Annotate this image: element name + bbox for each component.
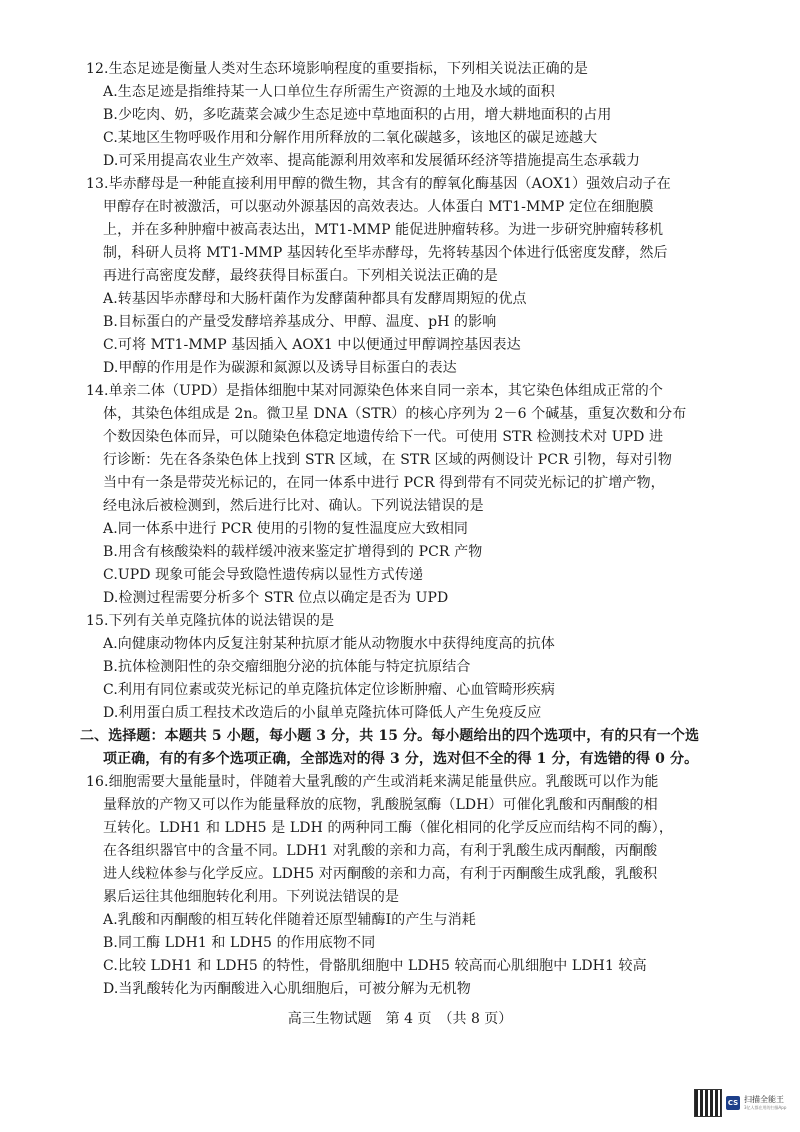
answer-option: B.用含有核酸染料的载样缓冲液来鉴定扩增得到的 PCR 产物: [103, 544, 483, 560]
question-text-block: [80, 58, 752, 1001]
answer-option: C.某地区生物呼吸作用和分解作用所释放的二氧化碳越多，该地区的碳足迹越大: [103, 130, 598, 146]
answer-option: A.转基因毕赤酵母和大肠杆菌作为发酵菌种都具有发酵周期短的优点: [103, 291, 527, 307]
watermark-text: [744, 1095, 786, 1111]
question-stem: 13.毕赤酵母是一种能直接利用甲醇的微生物，其含有的醇氧化酶基因（AOX1）强效启动子在: [86, 176, 671, 192]
answer-option: A.同一体系中进行 PCR 使用的引物的复性温度应大致相同: [103, 521, 469, 537]
answer-option: A.生态足迹是指维持某一人口单位生存所需生产资源的土地及水域的面积: [103, 84, 555, 100]
text-line: 再进行高密度发酵，最终获得目标蛋白。下列相关说法正确的是: [103, 268, 498, 284]
answer-option: D.可采用提高农业生产效率、提高能源利用效率和发展循环经济等措施提高生态承载力: [103, 153, 641, 169]
text-line: 当中有一条是带荧光标记的，在同一体系中进行 PCR 得到带有不同荧光标记的扩增产物，: [103, 475, 665, 491]
text-line: 体，其染色体组成是 2n。微卫星 DNA（STR）的核心序列为 2－6 个碱基，重复次数和分布: [103, 406, 687, 422]
answer-option: D.利用蛋白质工程技术改造后的小鼠单克隆抗体可降低人产生免疫反应: [103, 705, 542, 721]
section-instruction: 项正确，有的有多个选项正确，全部选对的得 3 分，选对但不全的得 1 分，有选错的得 0 分。: [103, 751, 699, 767]
text-line: 在各组织器官中的含量不同。LDH1 对乳酸的亲和力高，有利于乳酸生成丙酮酸，丙酮酸: [103, 843, 658, 859]
watermark-title: 扫描全能王: [744, 1095, 784, 1104]
answer-option: D.甲醇的作用是作为碳源和氮源以及诱导目标蛋白的表达: [103, 360, 457, 376]
answer-option: D.当乳酸转化为丙酮酸进入心肌细胞后，可被分解为无机物: [103, 981, 471, 997]
text-line: 个数因染色体而异，可以随染色体稳定地遗传给下一代。可使用 STR 检测技术对 UPD 进: [103, 429, 664, 445]
text-line: 互转化。LDH1 和 LDH5 是 LDH 的两种同工酶（催化相同的化学反应而结构不同的酶），: [103, 820, 673, 836]
text-line: 进人线粒体参与化学反应。LDH5 对丙酮酸的亲和力高，有利于丙酮酸生成乳酸，乳酸积: [103, 866, 658, 882]
answer-option: C.比较 LDH1 和 LDH5 的特性，骨骼肌细胞中 LDH5 较高而心肌细胞中 LDH1 较高: [103, 958, 647, 974]
text-line: 甲醇存在时被激活，可以驱动外源基因的高效表达。人体蛋白 MT1-MMP 定位在细胞膜: [103, 199, 654, 215]
text-line: 量释放的产物又可以作为能量释放的底物，乳酸脱氢酶（LDH）可催化乳酸和丙酮酸的相: [103, 797, 658, 813]
camscanner-logo-icon: CS: [726, 1096, 740, 1110]
question-stem: 14.单亲二体（UPD）是指体细胞中某对同源染色体来自同一亲本，其它染色体组成正常的个: [86, 383, 664, 399]
text-line: 经电泳后被检测到，然后进行比对、确认。下列说法错误的是: [103, 498, 484, 514]
page-footer: 高三生物试题 第 4 页 （共 8 页）: [287, 1011, 513, 1027]
answer-option: A.乳酸和丙酮酸的相互转化伴随着还原型辅酶Ⅰ的产生与消耗: [103, 912, 476, 928]
answer-option: B.抗体检测阳性的杂交瘤细胞分泌的抗体能与特定抗原结合: [103, 659, 471, 675]
text-line: 行诊断：先在各条染色体上找到 STR 区域，在 STR 区域的两侧设计 PCR 引物，每对引物: [103, 452, 673, 468]
answer-option: C.利用有同位素或荧光标记的单克隆抗体定位诊断肿瘤、心血管畸形疾病: [103, 682, 555, 698]
text-line: 累后运往其他细胞转化利用。下列说法错误的是: [103, 889, 400, 905]
answer-option: C.可将 MT1-MMP 基因插入 AOX1 中以便通过甲醇调控基因表达: [103, 337, 521, 353]
watermark-subtitle: 3亿人都在用的扫描App: [744, 1105, 787, 1110]
answer-option: B.同工酶 LDH1 和 LDH5 的作用底物不同: [103, 935, 376, 951]
question-stem: 12.生态足迹是衡量人类对生态环境影响程度的重要指标，下列相关说法正确的是: [86, 61, 588, 77]
answer-option: D.检测过程需要分析多个 STR 位点以确定是否为 UPD: [103, 590, 449, 606]
answer-option: A.向健康动物体内反复注射某种抗原才能从动物腹水中获得纯度高的抗体: [103, 636, 555, 652]
answer-option: B.少吃肉、奶，多吃蔬菜会减少生态足迹中草地面积的占用，增大耕地面积的占用: [103, 107, 612, 123]
answer-option: B.目标蛋白的产量受发酵培养基成分、甲醇、温度、pH 的影响: [103, 314, 497, 330]
question-stem: 15.下列有关单克隆抗体的说法错误的是: [86, 613, 335, 629]
text-line: 制，科研人员将 MT1-MMP 基因转化至毕赤酵母，先将转基因个体进行低密度发酵，然后: [103, 245, 668, 261]
section-instruction: 二、选择题：本题共 5 小题，每小题 3 分，共 15 分。每小题给出的四个选项中，有的只有一个选: [80, 728, 700, 744]
text-line: 上，并在多种肿瘤中被高表达出，MT1-MMP 能促进肿瘤转移。为进一步研究肿瘤转移机: [103, 222, 664, 238]
question-stem: 16.细胞需要大量能量时，伴随着大量乳酸的产生或消耗来满足能量供应。乳酸既可以作为能: [86, 774, 659, 790]
scanner-watermark: [694, 1087, 794, 1119]
answer-option: C.UPD 现象可能会导致隐性遗传病以显性方式传递: [103, 567, 424, 583]
qr-code-icon: [694, 1089, 722, 1117]
